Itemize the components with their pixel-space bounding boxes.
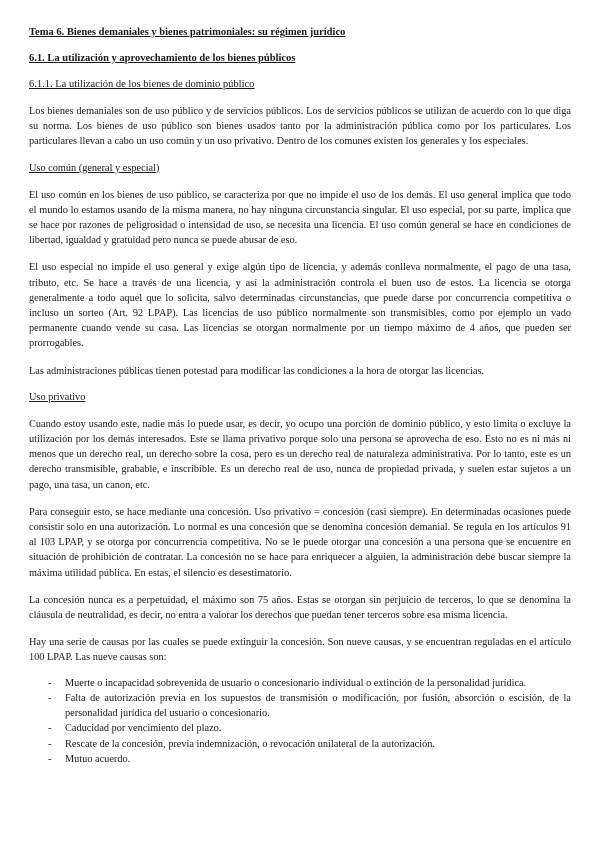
- extinction-causes-list: [29, 676, 571, 767]
- bullet-dash: -: [48, 753, 52, 765]
- list-item: [29, 721, 571, 736]
- uso-privativo-paragraph-4: Hay una serie de causas por las cuales se puede extinguir la concesión. Son nueve causas, y se encuentran reguladas en el artículo 100 LPAP. Las nueve causas son:: [29, 637, 571, 664]
- bullet-dash: -: [48, 677, 52, 689]
- list-item: [29, 737, 571, 752]
- list-item: [29, 752, 571, 767]
- uso-comun-paragraph-1: El uso común en los bienes de uso público, se caracteriza por que no impide el uso de los demás. El uso general implica que todo el mundo lo estamos usando de la misma manera, no hay ninguna circunstancia singular. El uso especial, por su parte, implica que se hace por razones de peligrosidad o intensidad de uso, se necesita una licencia. El uso común general se hace en condiciones de libertad, igualdad y gratuidad pero nunca se puede abusar de eso.: [29, 189, 571, 247]
- subsection-heading: 6.1.1. La utilización de los bienes de dominio público: [29, 79, 255, 90]
- list-item-text: Rescate de la concesión, previa indemnización, o revocación unilateral de la autorización.: [65, 738, 435, 750]
- list-item-text: Caducidad por vencimiento del plazo.: [65, 723, 222, 735]
- uso-privativo-paragraph-2: Para conseguir esto, se hace mediante una concesión. Uso privativo = concesión (casi siempre). En determinadas ocasiones puede consistir solo en una autorización. Lo normal es una concesión que se denomina concesión demanial. Se regula en los artículos 91 al 103 LPAP, y se otorga por concurrencia competitiva. No se le puede otorgar una concesión a una persona que se encuentre en situación de prohibición de contratar. La concesión no se hace para enriquecer a alguien, la administración debe buscar siempre la máxima utilidad pública. En estas, el silencio es desestimatorio.: [29, 506, 571, 579]
- list-item-text: Falta de autorización previa en los supuestos de transmisión o modificación, por fusión, absorción o escisión, de la personalidad jurídica del usuario o concesionario.: [65, 692, 571, 720]
- uso-comun-paragraph-2: El uso especial no impide el uso general y exige algún tipo de licencia, y además conlleva normalmente, el pago de una tasa, tributo, etc. Se hace a través de una licencia, y así la administración controla el buen uso de estos. La licencia se otorga generalmente a todo aquel que lo solicita, salvo determinadas circunstancias, que puede darse por concurrencia competitiva o incluso un sorteo (Art. 92 LPAP). Las licencias de uso público normalmente son transmisibles, como por ejemplo un vado permanente cuando vende su casa. Las licencias se otorgan normalmente por un tiempo máximo de 4 años, que pueden ser prorrogables.: [29, 262, 571, 350]
- uso-privativo-paragraph-3: La concesión nunca es a perpetuidad, el máximo son 75 años. Estas se otorgan sin perjuicio de terceros, lo que se denomina la cláusula de neutralidad, es decir, no entra a valorar los derechos que puedan tener terceros sobre esa misma licencia.: [29, 594, 571, 622]
- bullet-dash: -: [48, 738, 52, 750]
- intro-paragraph: Los bienes demaniales son de uso público y de servicios públicos. Los de servicios públicos se utilizan de acuerdo con lo que diga su norma. Los bienes de uso público son bienes usados tanto por la administración pública como por los particulares. Los particulares llevan a cabo un uso común y un uso privativo. Dentro de los comunes existen los generales y los especiales.: [29, 106, 571, 148]
- list-item: [29, 676, 571, 691]
- uso-privativo-paragraph-1: Cuando estoy usando este, nadie más lo puede usar, es decir, yo ocupo una porción de dominio público, y esto limita o excluye la utilización por los demás interesados. Este se llama privativo porque solo una persona se aprovecha de eso. Esto no es ni más ni menos que un derecho real, un derecho sobre la cosa, pero es un derecho real de naturaleza administrativa. Por lo tanto, este es un derecho transmisible, grabable, e inscribible. Es un derecho real de uso, nunca de propiedad privada, y suelen estar sujetos a un pago, una tasa, un canon, etc.: [29, 418, 571, 491]
- uso-comun-paragraph-3: Las administraciones públicas tienen potestad para modificar las condiciones a la hora de otorgar las licencias.: [29, 365, 484, 377]
- uso-comun-heading: Uso común (general y especial): [29, 162, 160, 174]
- bullet-dash: -: [48, 692, 52, 704]
- uso-privativo-heading: Uso privativo: [29, 391, 86, 403]
- list-item-text: Mutuo acuerdo.: [65, 753, 131, 765]
- bullet-dash: -: [48, 723, 52, 735]
- list-item: [29, 691, 571, 721]
- list-item-text: Muerte o incapacidad sobrevenida de usuario o concesionario individual o extinción de la personalidad jurídica.: [65, 677, 527, 689]
- section-heading: 6.1. La utilización y aprovechamiento de los bienes públicos: [29, 53, 296, 64]
- document-title: Tema 6. Bienes demaniales y bienes patrimoniales: su régimen jurídico: [29, 27, 346, 38]
